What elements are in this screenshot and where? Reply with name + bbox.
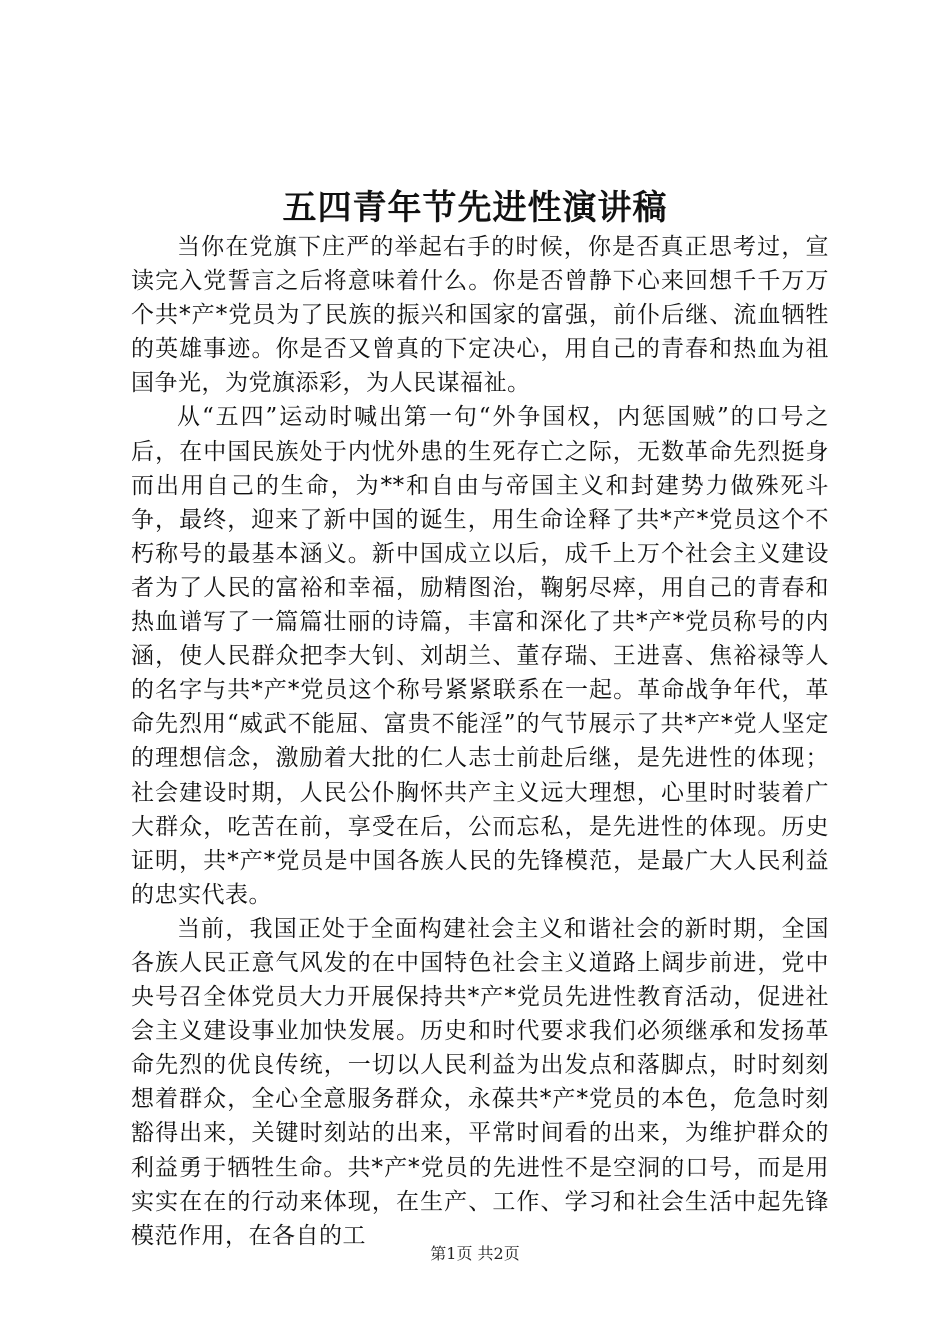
paragraph-3: 当前，我国正处于全面构建社会主义和谐社会的新时期，全国各族人民正意气风发的在中国特色社会主义道路上阔步前进，党中央号召全体党员大力开展保持共*产*党员先进性教育活动，促进社会主义建设事业加快发展。历史和时代要求我们必须继承和发扬革命先烈的优良传统，一切以人民利益为出发点和落脚点，时时刻刻想着群众，全心全意服务群众，永葆共*产*党员的本色，危急时刻豁得出来，关键时刻站的出来，平常时间看的出来，为维护群众的利益勇于牺牲生命。共*产*党员的先进性不是空洞的口号，而是用实实在在的行动来体现，在生产、工作、学习和社会生活中起先锋模范作用，在各自的工 (131, 915, 829, 1249)
paragraph-1: 当你在党旗下庄严的举起右手的时候，你是否真正思考过，宣读完入党誓言之后将意味着什么。你是否曾静下心来回想千千万万个共*产*党员为了民族的振兴和国家的富强，前仆后继、流血牺牲的英雄事迹。你是否又曾真的下定决心，用自己的青春和热血为祖国争光，为党旗添彩，为人民谋福祉。 (131, 234, 829, 397)
document-body (131, 230, 829, 1253)
document-title: 五四青年节先进性演讲稿 (282, 188, 668, 228)
page-footer: 第1页 共2页 (430, 1244, 520, 1263)
paragraph-2: 从“五四”运动时喊出第一句“外争国权，内惩国贼”的口号之后，在中国民族处于内忧外患的生死存亡之际，无数革命先烈挺身而出用自己的生命，为**和自由与帝国主义和封建势力做殊死斗争，最终，迎来了新中国的诞生，用生命诠释了共*产*党员这个不朽称号的最基本涵义。新中国成立以后，成千上万个社会主义建设者为了人民的富裕和幸福，励精图治，鞠躬尽瘁，用自己的青春和热血谱写了一篇篇壮丽的诗篇，丰富和深化了共*产*党员称号的内涵，使人民群众把李大钊、刘胡兰、董存瑞、王进喜、焦裕禄等人的名字与共*产*党员这个称号紧紧联系在一起。革命战争年代，革命先烈用“威武不能屈、富贵不能淫”的气节展示了共*产*党人坚定的理想信念，激励着大批的仁人志士前赴后继，是先进性的体现；社会建设时期，人民公仆胸怀共产主义远大理想，心里时时装着广大群众，吃苦在前，享受在后，公而忘私，是先进性的体现。历史证明，共*产*党员是中国各族人民的先锋模范，是最广大人民利益的忠实代表。 (131, 404, 829, 908)
